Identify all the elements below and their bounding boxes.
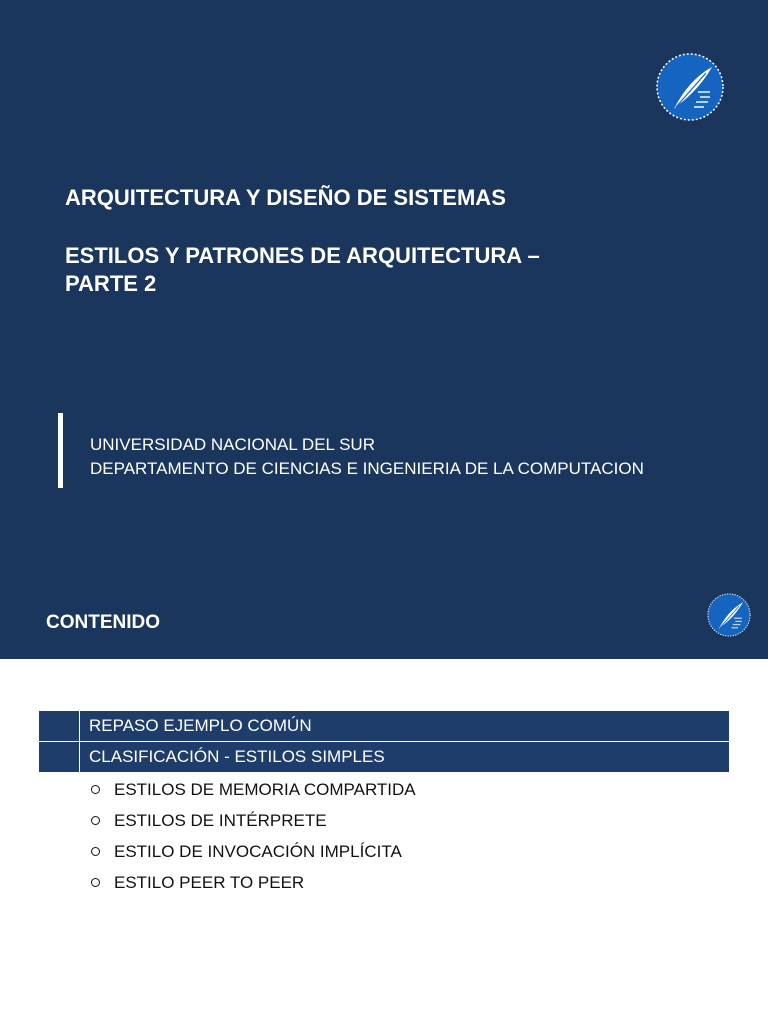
list-item-label: ESTILO PEER TO PEER: [114, 872, 305, 892]
list-item: [89, 805, 416, 836]
hollow-bullet-icon: [91, 878, 100, 887]
toc-label: REPASO EJEMPLO COMÚN: [89, 716, 312, 735]
list-item-label: ESTILOS DE MEMORIA COMPARTIDA: [114, 779, 416, 799]
list-item-label: ESTILOS DE INTÉRPRETE: [114, 810, 327, 830]
subtopic-list: [89, 774, 416, 898]
university-seal-icon: [706, 592, 752, 638]
toc-row[interactable]: [39, 742, 729, 772]
toc-label: CLASIFICACIÓN - ESTILOS SIMPLES: [89, 747, 385, 766]
contents-header: [0, 576, 768, 659]
hollow-bullet-icon: [91, 816, 100, 825]
university-name: UNIVERSIDAD NACIONAL DEL SUR: [90, 435, 375, 454]
lecture-title-line2: PARTE 2: [65, 271, 157, 296]
department-name: DEPARTAMENTO DE CIENCIAS E INGENIERIA DE LA COMPUTACION: [90, 459, 644, 478]
university-seal-icon: [654, 51, 726, 123]
contents-slide: [0, 576, 768, 1024]
list-item: [89, 867, 416, 898]
accent-bar: [58, 413, 63, 488]
course-title: ARQUITECTURA Y DISEÑO DE SISTEMAS: [65, 185, 506, 210]
list-item: [89, 836, 416, 867]
hollow-bullet-icon: [91, 847, 100, 856]
toc-row[interactable]: [39, 711, 729, 741]
list-item: [89, 774, 416, 805]
toc-number-cell: [39, 711, 80, 741]
list-item-label: ESTILO DE INVOCACIÓN IMPLÍCITA: [114, 841, 402, 861]
lecture-title-line1: ESTILOS Y PATRONES DE ARQUITECTURA –: [65, 243, 540, 268]
section-title: CONTENIDO: [46, 612, 160, 633]
toc-number-cell: [39, 742, 80, 772]
lecture-title: [65, 242, 540, 298]
hollow-bullet-icon: [91, 785, 100, 794]
